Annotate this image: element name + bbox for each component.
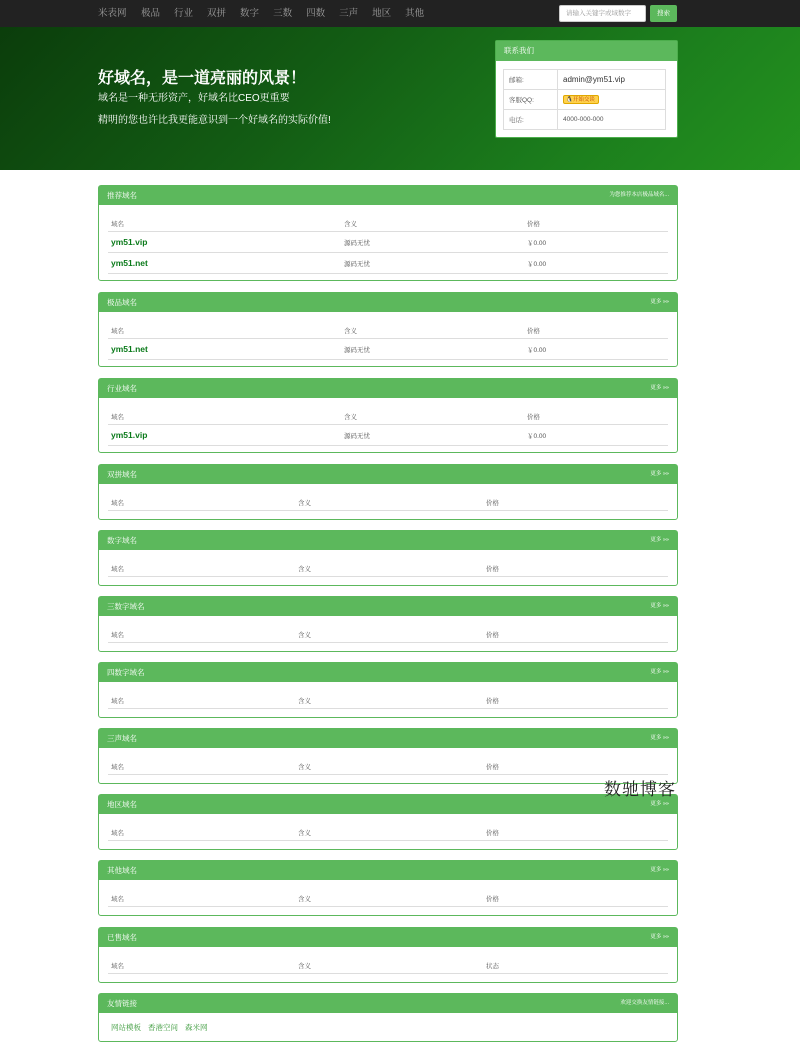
domain-price: ￥0.00 <box>527 261 547 268</box>
contact-row-email <box>504 70 666 90</box>
qq-chat-label: 开始交谈 <box>572 97 595 103</box>
table-header-row <box>108 495 668 511</box>
nav-item[interactable]: 三数 <box>273 8 293 19</box>
domain-panel <box>98 662 678 718</box>
panel-title: 数字域名 <box>107 536 137 545</box>
column-header: 含义 <box>298 896 311 903</box>
domain-price: ￥0.00 <box>527 433 547 440</box>
domain-panel <box>98 378 678 453</box>
column-header: 价格 <box>486 500 499 507</box>
domain-meaning: 源码无忧 <box>344 240 370 247</box>
column-header: 域名 <box>111 328 124 335</box>
panel-header <box>99 186 677 205</box>
column-header: 域名 <box>111 698 124 705</box>
domain-panel <box>98 596 678 652</box>
panel-more-link[interactable]: 更多 »» <box>650 934 669 940</box>
nav-brand-link[interactable]: 米表网 <box>98 8 127 19</box>
table-header-row <box>108 323 668 339</box>
contact-header: 联系我们 <box>496 41 677 61</box>
domain-meaning: 源码无忧 <box>344 347 370 354</box>
domain-price: ￥0.00 <box>527 347 547 354</box>
table-header-row <box>108 958 668 974</box>
panel-title: 地区域名 <box>107 800 137 809</box>
hero-tagline: 精明的您也许比我更能意识到一个好域名的实际价值! <box>98 115 331 126</box>
panel-more-link[interactable]: 更多 »» <box>650 735 669 741</box>
domain-panel <box>98 927 678 983</box>
panel-header <box>99 293 677 312</box>
panel-title: 推荐域名 <box>107 191 137 200</box>
hero-title: 好域名，是一道亮丽的风景！ <box>98 70 307 87</box>
contact-table <box>503 69 666 130</box>
panel-title: 三数字域名 <box>107 602 145 611</box>
domain-panel <box>98 292 678 367</box>
table-row <box>108 232 668 253</box>
nav-item[interactable]: 四数 <box>306 8 326 19</box>
column-header: 域名 <box>111 221 124 228</box>
table-row <box>108 425 668 446</box>
hero-subtitle: 域名是一种无形资产，好域名比CEO更重要 <box>98 93 290 104</box>
panel-header <box>99 663 677 682</box>
panel-title: 其他域名 <box>107 866 137 875</box>
nav-item[interactable]: 地区 <box>372 8 392 19</box>
panel-header <box>99 861 677 880</box>
panel-title: 三声域名 <box>107 734 137 743</box>
column-header: 域名 <box>111 764 124 771</box>
qq-penguin-icon: 🐧 <box>566 97 573 103</box>
table-header-row <box>108 409 668 425</box>
qq-value-cell <box>558 90 666 110</box>
column-header: 域名 <box>111 632 124 639</box>
friend-link[interactable]: 香港空间 <box>148 1023 178 1032</box>
domain-meaning: 源码无忧 <box>344 261 370 268</box>
contact-panel <box>495 40 678 138</box>
email-label: 邮箱: <box>504 70 558 90</box>
domain-link[interactable]: ym51.net <box>111 258 148 268</box>
nav-item[interactable]: 三声 <box>339 8 359 19</box>
domain-panel <box>98 728 678 784</box>
column-header: 域名 <box>111 566 124 573</box>
panel-header <box>99 379 677 398</box>
nav-menu <box>141 0 438 27</box>
domain-meaning: 源码无忧 <box>344 433 370 440</box>
friend-links-title: 友情链接 <box>107 999 137 1008</box>
panel-header <box>99 597 677 616</box>
column-header: 价格 <box>486 830 499 837</box>
column-header: 价格 <box>527 328 540 335</box>
panel-header <box>99 531 677 550</box>
watermark-text: 数驰博客 <box>604 780 676 800</box>
top-navbar <box>0 0 800 27</box>
panel-title: 极品域名 <box>107 298 137 307</box>
column-header: 域名 <box>111 414 124 421</box>
nav-item[interactable]: 其他 <box>405 8 425 19</box>
column-header: 价格 <box>527 221 540 228</box>
phone-label: 电话: <box>504 110 558 130</box>
qq-chat-button[interactable] <box>563 95 599 104</box>
contact-row-qq <box>504 90 666 110</box>
friend-links-list <box>111 1022 215 1033</box>
domain-panel <box>98 185 678 281</box>
domain-price: ￥0.00 <box>527 240 547 247</box>
table-header-row <box>108 891 668 907</box>
column-header: 含义 <box>298 566 311 573</box>
nav-item[interactable]: 数字 <box>240 8 260 19</box>
domain-link[interactable]: ym51.vip <box>111 430 148 440</box>
panel-header <box>99 729 677 748</box>
column-header: 含义 <box>344 414 357 421</box>
panel-more-link[interactable]: 为您推荐本店极品域名... <box>609 192 669 198</box>
domain-panel <box>98 464 678 520</box>
panel-header <box>99 795 677 814</box>
contact-row-phone <box>504 110 666 130</box>
column-header: 价格 <box>486 698 499 705</box>
domain-link[interactable]: ym51.net <box>111 344 148 354</box>
column-header: 含义 <box>298 963 311 970</box>
column-header: 含义 <box>344 221 357 228</box>
column-header: 域名 <box>111 830 124 837</box>
friend-links-more-link[interactable]: 欢迎交换友情链接... <box>620 1000 669 1006</box>
table-header-row <box>108 825 668 841</box>
column-header: 域名 <box>111 500 124 507</box>
table-header-row <box>108 216 668 232</box>
column-header: 价格 <box>486 764 499 771</box>
friend-links-panel <box>98 993 678 1042</box>
column-header: 含义 <box>298 764 311 771</box>
panel-title: 行业域名 <box>107 384 137 393</box>
domain-panel <box>98 860 678 916</box>
panel-title: 双拼域名 <box>107 470 137 479</box>
panel-header <box>99 465 677 484</box>
panel-title: 已售域名 <box>107 933 137 942</box>
table-header-row <box>108 561 668 577</box>
table-row <box>108 339 668 360</box>
search-input[interactable] <box>559 5 646 22</box>
friend-links-header <box>99 994 677 1013</box>
nav-item[interactable]: 双拼 <box>207 8 227 19</box>
phone-value: 4000-000-000 <box>558 110 666 130</box>
table-header-row <box>108 759 668 775</box>
table-header-row <box>108 627 668 643</box>
nav-item[interactable]: 行业 <box>174 8 194 19</box>
hero-banner <box>0 27 800 170</box>
table-row <box>108 253 668 274</box>
panel-title: 四数字域名 <box>107 668 145 677</box>
column-header: 价格 <box>486 896 499 903</box>
column-header: 含义 <box>298 830 311 837</box>
column-header: 域名 <box>111 896 124 903</box>
panel-more-link[interactable]: 更多 »» <box>650 801 669 807</box>
column-header: 含义 <box>298 500 311 507</box>
column-header: 域名 <box>111 963 124 970</box>
email-value: admin@ym51.vip <box>558 70 666 90</box>
panel-more-link[interactable]: 更多 »» <box>650 537 669 543</box>
panel-more-link[interactable]: 更多 »» <box>650 867 669 873</box>
column-header: 状态 <box>486 963 499 970</box>
friend-link[interactable]: 森米网 <box>185 1023 208 1032</box>
panel-more-link[interactable]: 更多 »» <box>650 471 669 477</box>
panel-more-link[interactable]: 更多 »» <box>650 669 669 675</box>
column-header: 含义 <box>298 698 311 705</box>
table-header-row <box>108 693 668 709</box>
panel-more-link[interactable]: 更多 »» <box>650 299 669 305</box>
column-header: 价格 <box>486 566 499 573</box>
nav-item[interactable]: 极品 <box>141 8 161 19</box>
search-button[interactable]: 搜索 <box>650 5 677 22</box>
domain-panel <box>98 794 678 850</box>
panel-header <box>99 928 677 947</box>
domain-link[interactable]: ym51.vip <box>111 237 148 247</box>
column-header: 含义 <box>298 632 311 639</box>
domain-panel <box>98 530 678 586</box>
friend-link[interactable]: 网站模板 <box>111 1023 141 1032</box>
panel-more-link[interactable]: 更多 »» <box>650 603 669 609</box>
column-header: 价格 <box>527 414 540 421</box>
qq-label: 客服QQ: <box>504 90 558 110</box>
column-header: 价格 <box>486 632 499 639</box>
panel-more-link[interactable]: 更多 »» <box>650 385 669 391</box>
column-header: 含义 <box>344 328 357 335</box>
